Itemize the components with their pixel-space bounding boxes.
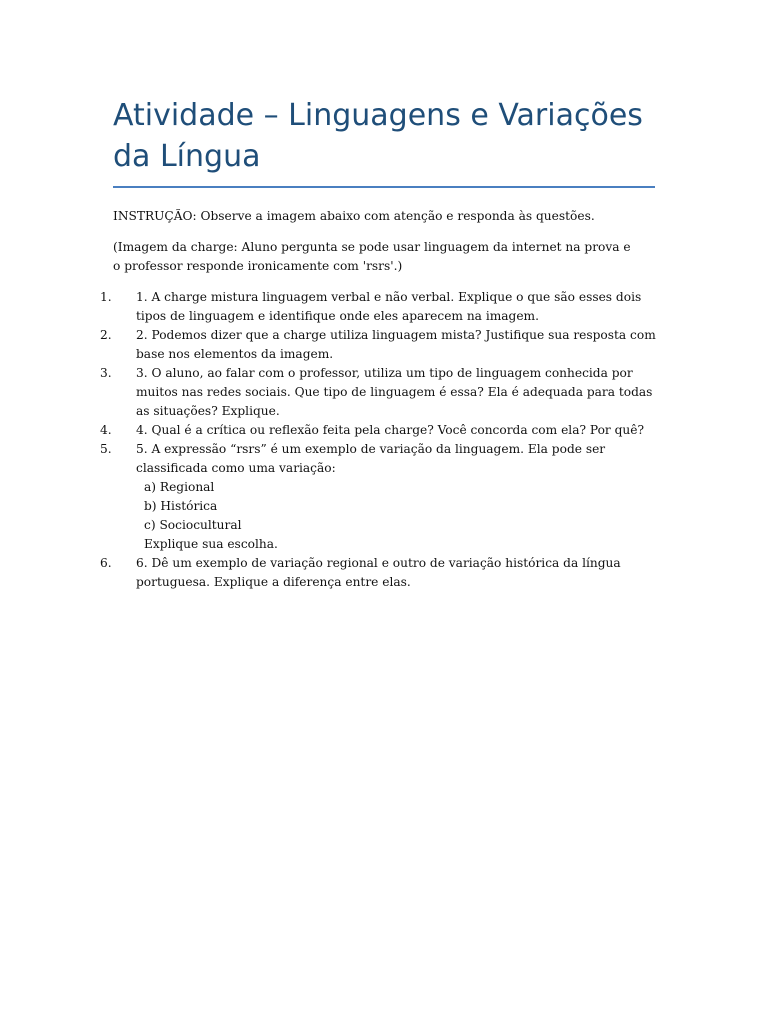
page-title: Atividade – Linguagens e Variações da Língua — [113, 98, 643, 174]
option-regional: a) Regional — [144, 480, 215, 494]
title-divider — [113, 186, 655, 188]
question-list — [100, 288, 656, 592]
question-text: 5. A expressão “rsrs” é um exemplo de variação da linguagem. Ela pode ser classificada como uma variação: — [136, 442, 606, 475]
question-text: 1. A charge mistura linguagem verbal e não verbal. Explique o que são esses dois tipos de linguagem e identifique onde eles aparecem na imagem. — [136, 290, 642, 323]
question-text: 6. Dê um exemplo de variação regional e outro de variação histórica da língua portuguesa. Explique a diferença entre elas. — [136, 556, 621, 589]
instruction-text: INSTRUÇÃO: Observe a imagem abaixo com atenção e responda às questões. — [113, 209, 595, 223]
question-number: 5. — [100, 442, 112, 456]
question-item — [100, 421, 656, 440]
question-number: 4. — [100, 423, 112, 437]
question-item — [100, 364, 656, 421]
question-text: 3. O aluno, ao falar com o professor, utiliza um tipo de linguagem conhecida por muitos nas redes sociais. Que tipo de linguagem é essa? Ela é adequada para todas as situações? Explique. — [136, 366, 653, 418]
question-number: 6. — [100, 556, 112, 570]
question-number: 1. — [100, 290, 112, 304]
option-sociocultural: c) Sociocultural — [144, 518, 242, 532]
question-item — [100, 440, 656, 554]
image-description: (Imagem da charge: Aluno pergunta se pode usar linguagem da internet na prova e o professor responde ironicamente com 'rsrs'.) — [113, 240, 631, 273]
question-text: 2. Podemos dizer que a charge utiliza linguagem mista? Justifique sua resposta com base nos elementos da imagem. — [136, 328, 656, 361]
option-historica: b) Histórica — [144, 499, 218, 513]
question-closing: Explique sua escolha. — [144, 537, 278, 551]
question-item — [100, 326, 656, 364]
question-item — [100, 288, 656, 326]
question-text: 4. Qual é a crítica ou reflexão feita pela charge? Você concorda com ela? Por quê? — [136, 423, 645, 437]
question-item — [100, 554, 656, 592]
question-number: 3. — [100, 366, 112, 380]
question-number: 2. — [100, 328, 112, 342]
document-page — [100, 0, 656, 592]
